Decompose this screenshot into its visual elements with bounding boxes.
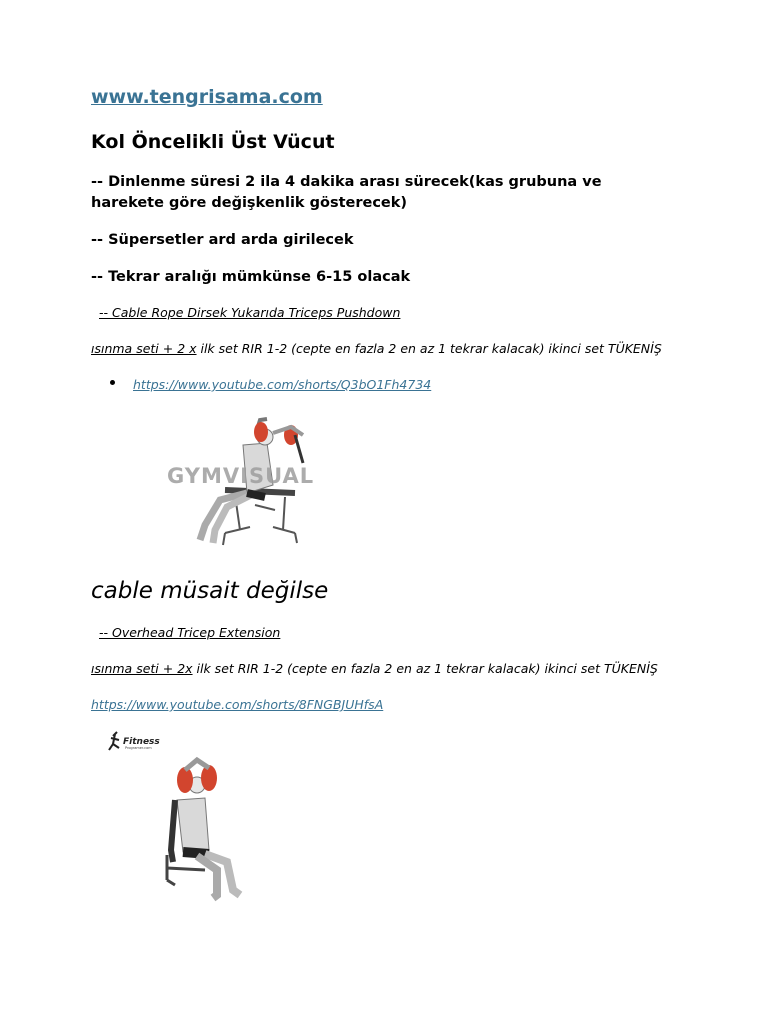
gymvisual-watermark: GYMVISUAL [167,464,315,488]
note-rest-time: -- Dinlenme süresi 2 ila 4 dakika arası sürecek(kas grubuna ve harekete göre değişkenlik gösterecek) [91,174,602,211]
note-supersets: -- Süpersetler ard arda girilecek [91,232,354,248]
page-title: Kol Öncelikli Üst Vücut [91,131,335,153]
exercise2-heading: -- Overhead Tricep Extension [99,625,281,640]
exercise2-video-link[interactable]: https://www.youtube.com/shorts/8FNGBJUHfsA [91,697,384,712]
exercise2-warmup-rest: ilk set RIR 1-2 (cepte en fazla 2 en az 1 tekrar kalacak) ikinci set TÜKENİŞ [192,661,658,676]
exercise1-heading: -- Cable Rope Dirsek Yukarıda Triceps Pushdown [99,305,401,320]
exercise1-warmup-rest: ilk set RIR 1-2 (cepte en fazla 2 en az 1 tekrar kalacak) ikinci set TÜKENİŞ [196,341,662,356]
fitness-logo [109,732,160,750]
note-rep-range: -- Tekrar aralığı mümkünse 6-15 olacak [91,269,411,285]
svg-text:Programer.com: Programer.com [125,746,152,750]
alternative-heading: cable müsait değilse [91,578,329,604]
athlete-figure-icon [167,760,240,898]
exercise2-image [105,730,255,910]
exercise1-warmup [91,341,662,356]
svg-text:Fitness: Fitness [123,737,160,747]
exercise1-image [165,415,333,560]
site-link[interactable]: www.tengrisama.com [91,86,323,108]
exercise2-warmup-underlined: ısınma seti + 2x [91,661,193,676]
bullet-icon [110,380,115,385]
exercise1-video-link[interactable]: https://www.youtube.com/shorts/Q3bO1Fh4734 [133,377,432,392]
exercise1-warmup-underlined: ısınma seti + 2 x [91,341,197,356]
exercise2-warmup [91,661,658,676]
